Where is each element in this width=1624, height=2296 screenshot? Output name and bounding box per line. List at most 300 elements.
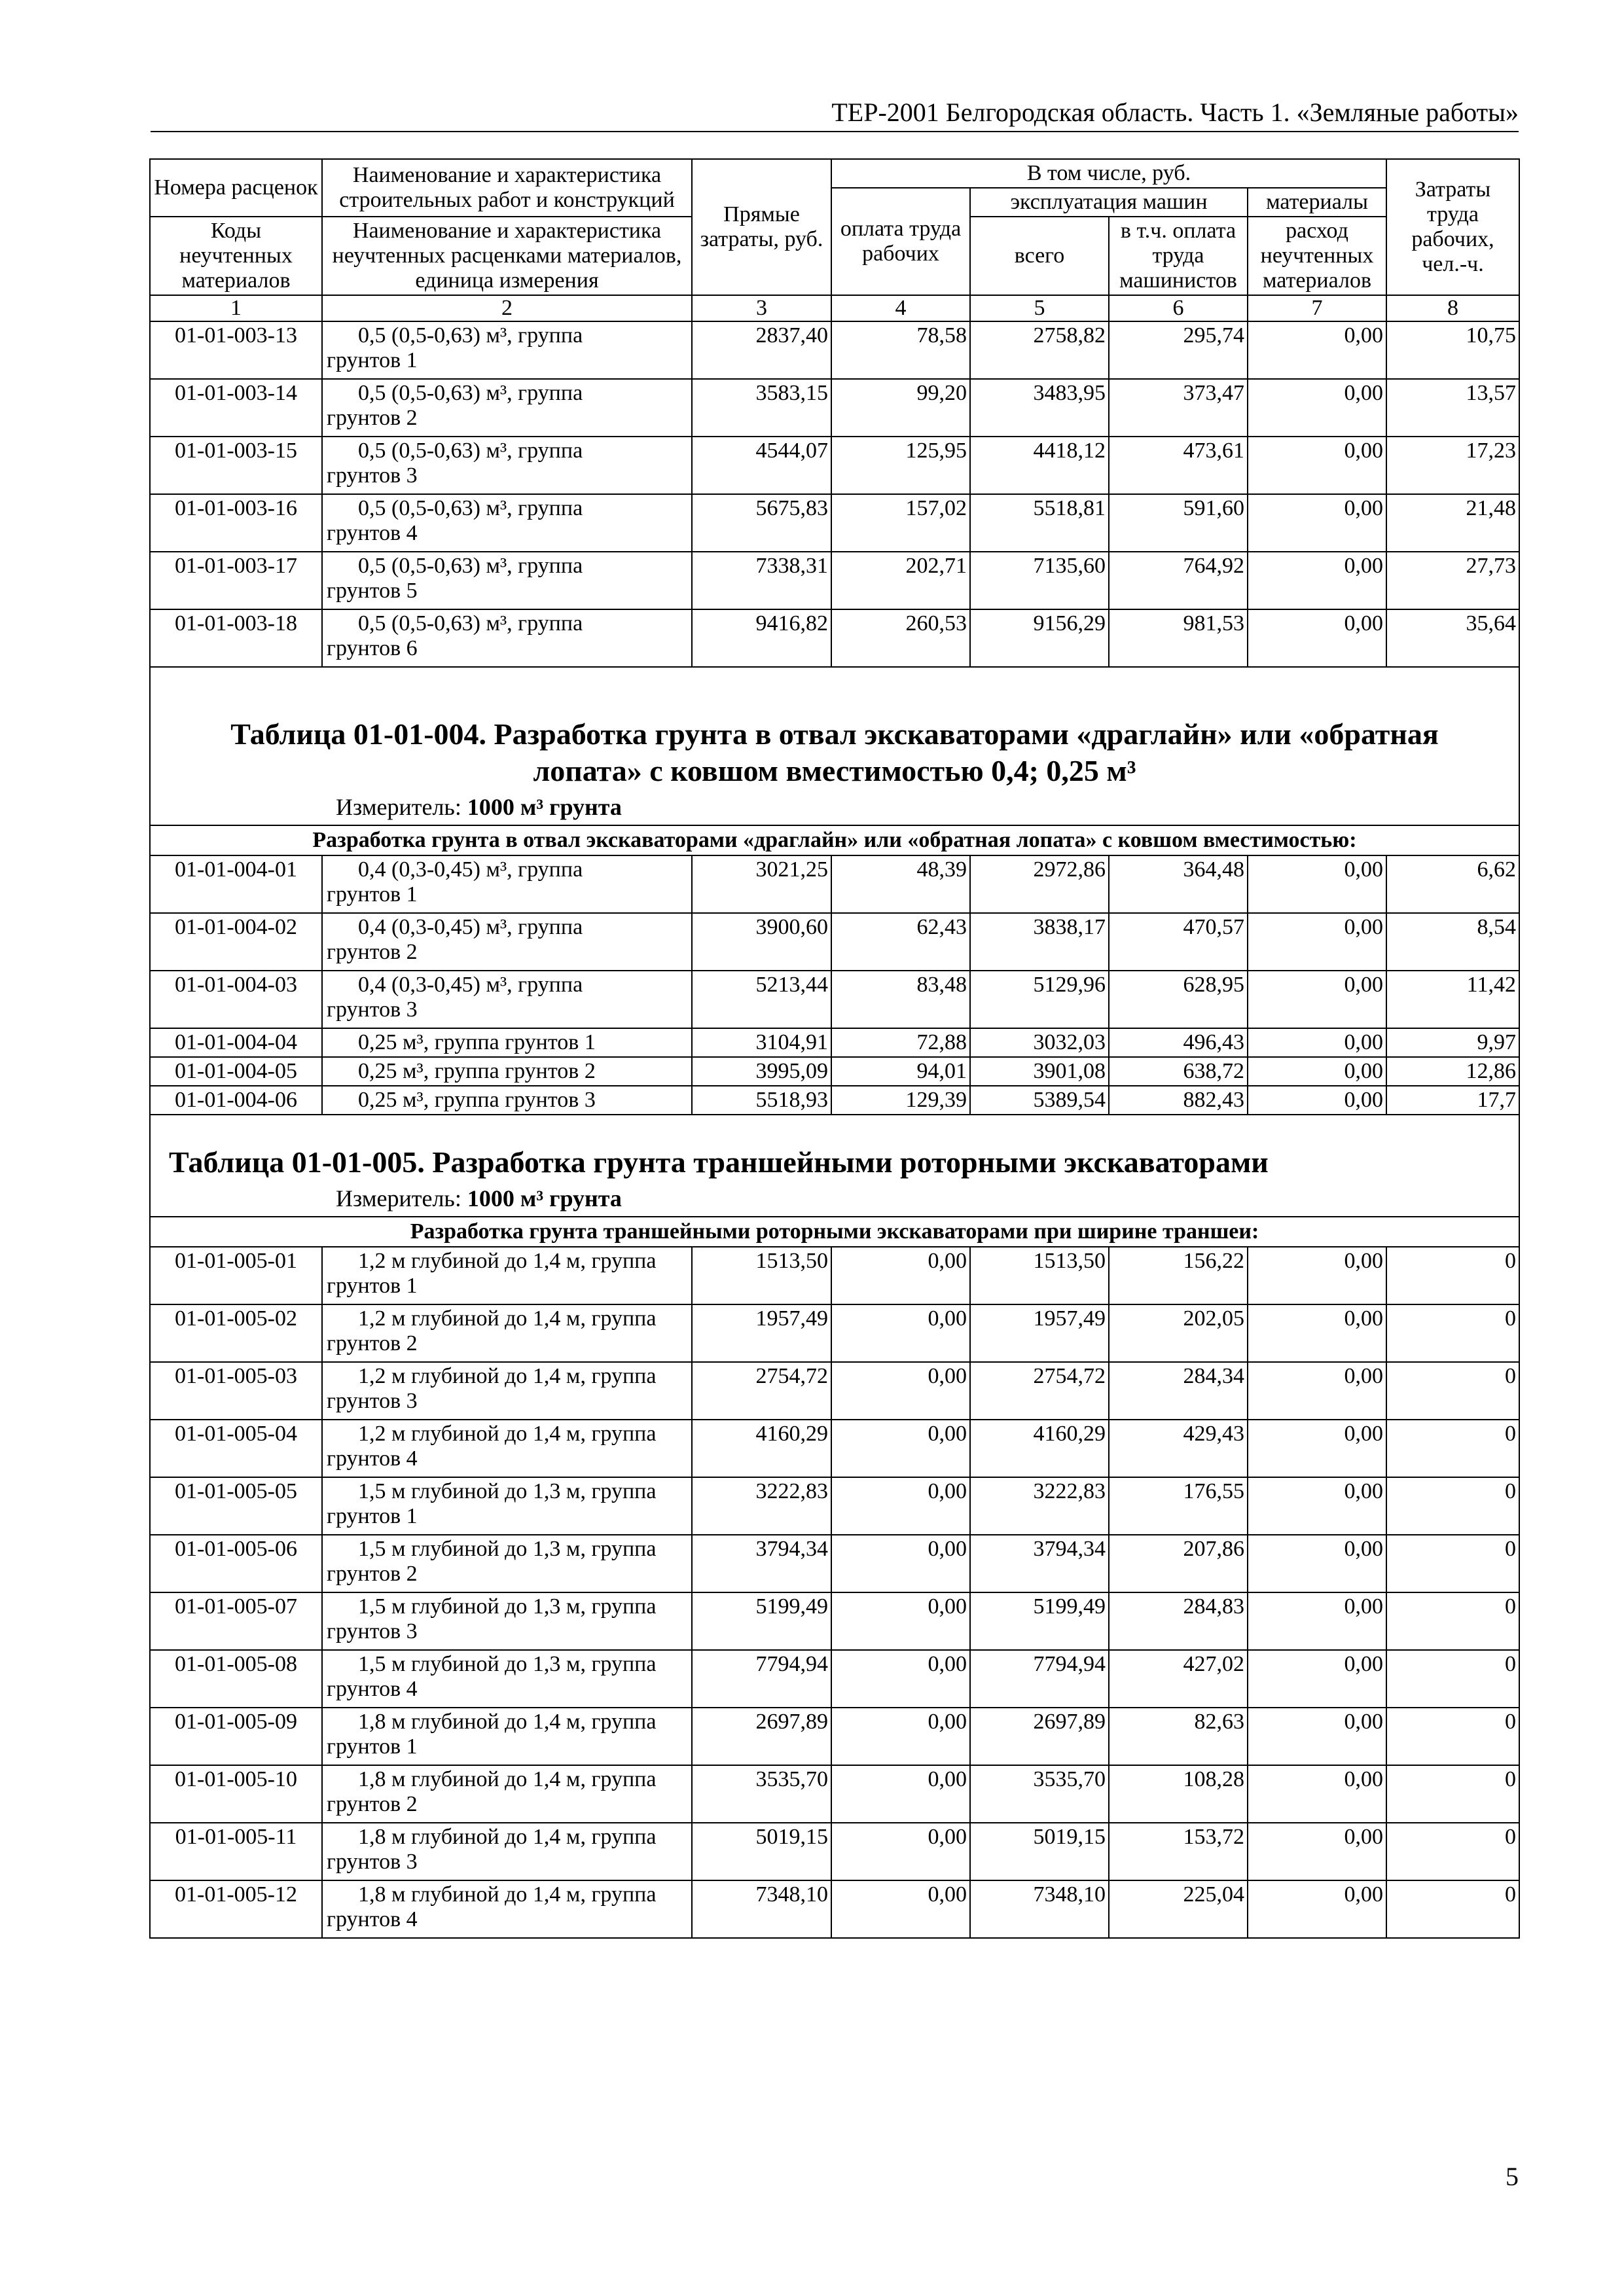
- section-004-title: [150, 716, 1519, 789]
- table-row: [150, 1765, 1519, 1823]
- machines-cost: 4160,29: [970, 1420, 1109, 1477]
- table-row: [150, 1535, 1519, 1592]
- direct-cost: 4544,07: [692, 437, 831, 494]
- table-row: [150, 609, 1519, 667]
- table-row: [150, 437, 1519, 494]
- rate-code: 01-01-005-07: [150, 1592, 322, 1650]
- rate-name-line1: 1,8 м глубиной до 1,4 м, группа: [358, 1710, 657, 1734]
- rate-name: [322, 494, 692, 552]
- operators-cost: 981,53: [1109, 609, 1248, 667]
- rate-code: 01-01-004-01: [150, 855, 322, 913]
- rate-code: 01-01-004-04: [150, 1028, 322, 1057]
- direct-cost: 5675,83: [692, 494, 831, 552]
- rate-name-line1: 0,5 (0,5-0,63) м³, группа: [358, 611, 583, 636]
- table-row: [150, 1247, 1519, 1304]
- materials-cost: 0,00: [1248, 552, 1386, 609]
- machines-cost: 2697,89: [970, 1708, 1109, 1765]
- rate-code: 01-01-005-01: [150, 1247, 322, 1304]
- labor-cost: 0,00: [831, 1247, 970, 1304]
- table-row: [150, 552, 1519, 609]
- operators-cost: 638,72: [1109, 1057, 1248, 1086]
- rate-name-line2: грунтов 1: [327, 1274, 418, 1298]
- rate-name-line1: 0,4 (0,3-0,45) м³, группа: [358, 857, 583, 882]
- labor-cost: 94,01: [831, 1057, 970, 1086]
- rate-name-line1: 1,5 м глубиной до 1,3 м, группа: [358, 1652, 657, 1676]
- machines-cost: 3222,83: [970, 1477, 1109, 1535]
- labor-cost: 0,00: [831, 1362, 970, 1420]
- operators-cost: 295,74: [1109, 321, 1248, 379]
- labor-cost: 0,00: [831, 1765, 970, 1823]
- direct-cost: 2697,89: [692, 1708, 831, 1765]
- operators-cost: 156,22: [1109, 1247, 1248, 1304]
- direct-cost: 3794,34: [692, 1535, 831, 1592]
- rate-code: 01-01-005-12: [150, 1880, 322, 1938]
- rate-name-line1: 1,2 м глубиной до 1,4 м, группа: [358, 1249, 657, 1273]
- machines-cost: 3032,03: [970, 1028, 1109, 1057]
- labor-hours: 10,75: [1386, 321, 1519, 379]
- rate-name-line1: 1,8 м глубиной до 1,4 м, группа: [358, 1825, 657, 1849]
- machines-cost: 3794,34: [970, 1535, 1109, 1592]
- labor-cost: 72,88: [831, 1028, 970, 1057]
- rate-name-line1: 0,4 (0,3-0,45) м³, группа: [358, 915, 583, 939]
- operators-cost: 364,48: [1109, 855, 1248, 913]
- labor-hours: 0: [1386, 1708, 1519, 1765]
- rate-name-line2: грунтов 2: [327, 1562, 418, 1586]
- section-005-meter: [150, 1181, 1519, 1217]
- rate-name: [322, 1823, 692, 1880]
- spacer: [150, 667, 1519, 716]
- section-004-rows: [150, 855, 1519, 1115]
- col8-header: Затраты труда рабочих, чел.-ч.: [1386, 159, 1519, 295]
- labor-cost: 0,00: [831, 1880, 970, 1938]
- operators-cost: 470,57: [1109, 913, 1248, 971]
- col5-header: всего: [970, 217, 1109, 295]
- rate-name: [322, 1592, 692, 1650]
- rate-name-line2: грунтов 3: [327, 1389, 418, 1413]
- col6-header: в т.ч. оплата труда машинистов: [1109, 217, 1248, 295]
- rate-code: 01-01-005-10: [150, 1765, 322, 1823]
- column-number: 1: [150, 295, 322, 321]
- rate-name-line1: 1,2 м глубиной до 1,4 м, группа: [358, 1306, 657, 1331]
- machines-cost: 5199,49: [970, 1592, 1109, 1650]
- labor-hours: 0: [1386, 1304, 1519, 1362]
- labor-cost: 99,20: [831, 379, 970, 437]
- rate-code: 01-01-003-13: [150, 321, 322, 379]
- section-005-subheading: Разработка грунта траншейными роторными экскаваторами при ширине траншеи:: [150, 1217, 1519, 1247]
- rate-name-line2: грунтов 2: [327, 406, 418, 430]
- rate-name-line2: грунтов 4: [327, 521, 418, 545]
- materials-cost: 0,00: [1248, 1765, 1386, 1823]
- rate-code: 01-01-005-05: [150, 1477, 322, 1535]
- labor-hours: 9,97: [1386, 1028, 1519, 1057]
- rate-code: 01-01-005-11: [150, 1823, 322, 1880]
- rate-name: [322, 1477, 692, 1535]
- materials-cost: 0,00: [1248, 379, 1386, 437]
- rate-code: 01-01-005-02: [150, 1304, 322, 1362]
- rate-code: 01-01-005-08: [150, 1650, 322, 1708]
- rate-name: [322, 1535, 692, 1592]
- rate-name-line2: грунтов 4: [327, 1677, 418, 1701]
- operators-cost: 284,34: [1109, 1362, 1248, 1420]
- group-header: В том числе, руб.: [831, 159, 1386, 188]
- labor-cost: 83,48: [831, 971, 970, 1028]
- labor-hours: 0: [1386, 1477, 1519, 1535]
- labor-hours: 0: [1386, 1650, 1519, 1708]
- rate-name-line1: 1,5 м глубиной до 1,3 м, группа: [358, 1594, 657, 1619]
- operators-cost: 591,60: [1109, 494, 1248, 552]
- column-numbers-row: [150, 295, 1519, 321]
- labor-cost: 157,02: [831, 494, 970, 552]
- materials-cost: 0,00: [1248, 609, 1386, 667]
- rate-name: [322, 1765, 692, 1823]
- labor-cost: 260,53: [831, 609, 970, 667]
- labor-cost: 0,00: [831, 1304, 970, 1362]
- direct-cost: 3222,83: [692, 1477, 831, 1535]
- rate-name-line1: 0,5 (0,5-0,63) м³, группа: [358, 323, 583, 348]
- rate-name-line2: грунтов 6: [327, 636, 418, 660]
- labor-hours: 0: [1386, 1247, 1519, 1304]
- materials-cost: 0,00: [1248, 494, 1386, 552]
- materials-cost: 0,00: [1248, 1477, 1386, 1535]
- materials-cost: 0,00: [1248, 1880, 1386, 1938]
- rate-name-line2: грунтов 2: [327, 1331, 418, 1355]
- machines-cost: 5019,15: [970, 1823, 1109, 1880]
- machines-cost: 7794,94: [970, 1650, 1109, 1708]
- machines-cost: 3535,70: [970, 1765, 1109, 1823]
- rate-name-line1: 0,5 (0,5-0,63) м³, группа: [358, 381, 583, 405]
- meter-label: Измеритель:: [336, 794, 461, 820]
- meter-value: 1000 м³ грунта: [467, 794, 622, 820]
- materials-cost: 0,00: [1248, 913, 1386, 971]
- rate-name: [322, 437, 692, 494]
- rate-name: [322, 379, 692, 437]
- labor-hours: 21,48: [1386, 494, 1519, 552]
- machines-cost: 3838,17: [970, 913, 1109, 971]
- rate-name: [322, 913, 692, 971]
- direct-cost: 5199,49: [692, 1592, 831, 1650]
- direct-cost: 5019,15: [692, 1823, 831, 1880]
- operators-cost: 882,43: [1109, 1086, 1248, 1115]
- table-row: [150, 1477, 1519, 1535]
- labor-cost: 202,71: [831, 552, 970, 609]
- labor-cost: 125,95: [831, 437, 970, 494]
- rate-name-line2: грунтов 3: [327, 463, 418, 488]
- rate-name-line2: грунтов 1: [327, 882, 418, 906]
- table-row: [150, 1823, 1519, 1880]
- rate-code: 01-01-005-04: [150, 1420, 322, 1477]
- machines-cost: 7348,10: [970, 1880, 1109, 1938]
- rate-name-line2: грунтов 3: [327, 1619, 418, 1643]
- column-number: 8: [1386, 295, 1519, 321]
- table-header: [150, 159, 1519, 321]
- rate-name: [322, 1247, 692, 1304]
- table-row: [150, 1057, 1519, 1086]
- rate-name-line1: 0,4 (0,3-0,45) м³, группа: [358, 973, 583, 997]
- materials-cost: 0,00: [1248, 437, 1386, 494]
- section-004-title-line2: лопата» с ковшом вместимостью 0,4; 0,25 м³: [533, 754, 1136, 787]
- rate-name-line2: грунтов 4: [327, 1907, 418, 1931]
- table-row: [150, 913, 1519, 971]
- direct-cost: 2837,40: [692, 321, 831, 379]
- column-number: 7: [1248, 295, 1386, 321]
- machines-cost: 7135,60: [970, 552, 1109, 609]
- rate-name-line1: 1,5 м глубиной до 1,3 м, группа: [358, 1537, 657, 1561]
- labor-hours: 17,7: [1386, 1086, 1519, 1115]
- rate-code: 01-01-004-06: [150, 1086, 322, 1115]
- labor-hours: 0: [1386, 1823, 1519, 1880]
- operators-cost: 473,61: [1109, 437, 1248, 494]
- spacer: [150, 1115, 1519, 1144]
- labor-hours: 27,73: [1386, 552, 1519, 609]
- rate-name: [322, 1028, 692, 1057]
- section-005-rows: [150, 1247, 1519, 1938]
- labor-cost: 0,00: [831, 1708, 970, 1765]
- materials-cost: 0,00: [1248, 1057, 1386, 1086]
- page-header: ТЕР-2001 Белгородская область. Часть 1. «Земляные работы»: [831, 98, 1519, 127]
- direct-cost: 3021,25: [692, 855, 831, 913]
- materials-cost: 0,00: [1248, 1362, 1386, 1420]
- materials-cost: 0,00: [1248, 1086, 1386, 1115]
- direct-cost: 9416,82: [692, 609, 831, 667]
- rate-name-line1: 1,8 м глубиной до 1,4 м, группа: [358, 1882, 657, 1907]
- materials-cost: 0,00: [1248, 1028, 1386, 1057]
- direct-cost: 4160,29: [692, 1420, 831, 1477]
- labor-hours: 11,42: [1386, 971, 1519, 1028]
- table-row: [150, 971, 1519, 1028]
- operators-cost: 373,47: [1109, 379, 1248, 437]
- section-004-subheading: Разработка грунта в отвал экскаваторами «драглайн» или «обратная лопата» с ковшом вместимостью:: [150, 825, 1519, 855]
- labor-cost: 0,00: [831, 1592, 970, 1650]
- materials-cost: 0,00: [1248, 1592, 1386, 1650]
- machines-header: эксплуатация машин: [970, 188, 1248, 217]
- labor-hours: 6,62: [1386, 855, 1519, 913]
- rate-name: [322, 1420, 692, 1477]
- rate-name-line1: 1,8 м глубиной до 1,4 м, группа: [358, 1767, 657, 1791]
- labor-cost: 129,39: [831, 1086, 970, 1115]
- operators-cost: 202,05: [1109, 1304, 1248, 1362]
- rate-code: 01-01-004-05: [150, 1057, 322, 1086]
- col3-header: Прямые затраты, руб.: [692, 159, 831, 295]
- machines-cost: 5129,96: [970, 971, 1109, 1028]
- labor-cost: 0,00: [831, 1535, 970, 1592]
- direct-cost: 7338,31: [692, 552, 831, 609]
- materials-cost: 0,00: [1248, 321, 1386, 379]
- rate-code: 01-01-004-02: [150, 913, 322, 971]
- machines-cost: 1957,49: [970, 1304, 1109, 1362]
- rate-name-line2: грунтов 3: [327, 1850, 418, 1874]
- table-row: [150, 1650, 1519, 1708]
- rate-name: [322, 1086, 692, 1115]
- column-number: 2: [322, 295, 692, 321]
- rate-name-line1: 0,25 м³, группа грунтов 1: [358, 1030, 596, 1054]
- materials-cost: 0,00: [1248, 1823, 1386, 1880]
- column-number: 6: [1109, 295, 1248, 321]
- meter-label: Измеритель:: [336, 1185, 461, 1211]
- page-number: 5: [1506, 2162, 1519, 2191]
- operators-cost: 764,92: [1109, 552, 1248, 609]
- direct-cost: 5213,44: [692, 971, 831, 1028]
- materials-cost: 0,00: [1248, 971, 1386, 1028]
- col4-header: оплата труда рабочих: [831, 188, 970, 295]
- section-004-meter: [150, 789, 1519, 825]
- operators-cost: 225,04: [1109, 1880, 1248, 1938]
- operators-cost: 427,02: [1109, 1650, 1248, 1708]
- table-row: [150, 379, 1519, 437]
- materials-header: материалы: [1248, 188, 1386, 217]
- rate-name-line1: 1,2 м глубиной до 1,4 м, группа: [358, 1364, 657, 1388]
- rate-name-line1: 0,25 м³, группа грунтов 2: [358, 1059, 596, 1083]
- rate-name-line2: грунтов 1: [327, 1504, 418, 1528]
- section-003-rows: [150, 321, 1519, 667]
- rate-name-line1: 0,5 (0,5-0,63) м³, группа: [358, 496, 583, 520]
- rate-name-line2: грунтов 3: [327, 997, 418, 1022]
- rate-code: 01-01-005-09: [150, 1708, 322, 1765]
- table-row: [150, 1304, 1519, 1362]
- labor-cost: 78,58: [831, 321, 970, 379]
- table-row: [150, 1028, 1519, 1057]
- materials-cost: 0,00: [1248, 1304, 1386, 1362]
- col2-bottom-header: Наименование и характеристика неучтенных расценками материалов, единица измерения: [322, 217, 692, 295]
- labor-hours: 0: [1386, 1420, 1519, 1477]
- table-row: [150, 494, 1519, 552]
- rates-table: [149, 158, 1520, 1939]
- rate-code: 01-01-003-17: [150, 552, 322, 609]
- rate-name: [322, 1650, 692, 1708]
- rate-name-line2: грунтов 4: [327, 1446, 418, 1471]
- table-row: [150, 1086, 1519, 1115]
- rate-name: [322, 321, 692, 379]
- rate-code: 01-01-005-06: [150, 1535, 322, 1592]
- machines-cost: 2754,72: [970, 1362, 1109, 1420]
- rate-name-line1: 0,5 (0,5-0,63) м³, группа: [358, 439, 583, 463]
- direct-cost: 3104,91: [692, 1028, 831, 1057]
- rate-code: 01-01-003-16: [150, 494, 322, 552]
- direct-cost: 2754,72: [692, 1362, 831, 1420]
- rate-name: [322, 1708, 692, 1765]
- machines-cost: 5389,54: [970, 1086, 1109, 1115]
- rate-name-line1: 0,5 (0,5-0,63) м³, группа: [358, 554, 583, 578]
- materials-cost: 0,00: [1248, 1247, 1386, 1304]
- labor-hours: 0: [1386, 1535, 1519, 1592]
- col2-top-header: Наименование и характеристика строительных работ и конструкций: [322, 159, 692, 217]
- labor-cost: 0,00: [831, 1420, 970, 1477]
- col1-top-header: Номера расценок: [150, 159, 322, 217]
- machines-cost: 3483,95: [970, 379, 1109, 437]
- section-005-heading: [150, 1115, 1519, 1247]
- materials-cost: 0,00: [1248, 1420, 1386, 1477]
- labor-cost: 48,39: [831, 855, 970, 913]
- labor-hours: 0: [1386, 1592, 1519, 1650]
- materials-cost: 0,00: [1248, 1708, 1386, 1765]
- labor-hours: 0: [1386, 1765, 1519, 1823]
- machines-cost: 4418,12: [970, 437, 1109, 494]
- column-number: 5: [970, 295, 1109, 321]
- labor-cost: 0,00: [831, 1823, 970, 1880]
- table-row: [150, 321, 1519, 379]
- operators-cost: 108,28: [1109, 1765, 1248, 1823]
- labor-hours: 0: [1386, 1880, 1519, 1938]
- rate-name: [322, 1057, 692, 1086]
- rate-name: [322, 1362, 692, 1420]
- rate-name: [322, 1304, 692, 1362]
- column-number: 4: [831, 295, 970, 321]
- table-row: [150, 1708, 1519, 1765]
- machines-cost: 2758,82: [970, 321, 1109, 379]
- direct-cost: 1957,49: [692, 1304, 831, 1362]
- labor-hours: 17,23: [1386, 437, 1519, 494]
- rate-name-line1: 1,5 м глубиной до 1,3 м, группа: [358, 1479, 657, 1503]
- rate-name-line2: грунтов 2: [327, 940, 418, 964]
- machines-cost: 3901,08: [970, 1057, 1109, 1086]
- col1-bottom-header: Коды неучтенных материалов: [150, 217, 322, 295]
- rate-name: [322, 1880, 692, 1938]
- rate-name: [322, 971, 692, 1028]
- operators-cost: 176,55: [1109, 1477, 1248, 1535]
- header-rule: [151, 131, 1519, 132]
- section-005-title: [150, 1144, 1519, 1181]
- machines-cost: 1513,50: [970, 1247, 1109, 1304]
- direct-cost: 3900,60: [692, 913, 831, 971]
- rate-code: 01-01-005-03: [150, 1362, 322, 1420]
- labor-cost: 0,00: [831, 1650, 970, 1708]
- direct-cost: 7794,94: [692, 1650, 831, 1708]
- operators-cost: 628,95: [1109, 971, 1248, 1028]
- direct-cost: 3535,70: [692, 1765, 831, 1823]
- operators-cost: 82,63: [1109, 1708, 1248, 1765]
- direct-cost: 1513,50: [692, 1247, 831, 1304]
- rate-code: 01-01-003-18: [150, 609, 322, 667]
- operators-cost: 429,43: [1109, 1420, 1248, 1477]
- materials-cost: 0,00: [1248, 855, 1386, 913]
- rate-name: [322, 609, 692, 667]
- table-row: [150, 855, 1519, 913]
- labor-hours: 13,57: [1386, 379, 1519, 437]
- machines-cost: 9156,29: [970, 609, 1109, 667]
- rate-name-line2: грунтов 1: [327, 1734, 418, 1759]
- rate-name-line2: грунтов 5: [327, 579, 418, 603]
- rate-name-line2: грунтов 2: [327, 1792, 418, 1816]
- rate-code: 01-01-003-14: [150, 379, 322, 437]
- direct-cost: 3583,15: [692, 379, 831, 437]
- section-004-title-line1: Таблица 01-01-004. Разработка грунта в отвал экскаваторами «драглайн» или «обратная: [230, 717, 1439, 751]
- table-row: [150, 1362, 1519, 1420]
- operators-cost: 284,83: [1109, 1592, 1248, 1650]
- machines-cost: 5518,81: [970, 494, 1109, 552]
- machines-cost: 2972,86: [970, 855, 1109, 913]
- rate-name-line1: 1,2 м глубиной до 1,4 м, группа: [358, 1422, 657, 1446]
- direct-cost: 5518,93: [692, 1086, 831, 1115]
- rate-name: [322, 552, 692, 609]
- table-row: [150, 1420, 1519, 1477]
- operators-cost: 153,72: [1109, 1823, 1248, 1880]
- rate-name: [322, 855, 692, 913]
- table-row: [150, 1880, 1519, 1938]
- direct-cost: 7348,10: [692, 1880, 831, 1938]
- materials-cost: 0,00: [1248, 1535, 1386, 1592]
- labor-hours: 12,86: [1386, 1057, 1519, 1086]
- meter-value: 1000 м³ грунта: [467, 1185, 622, 1211]
- labor-cost: 0,00: [831, 1477, 970, 1535]
- operators-cost: 496,43: [1109, 1028, 1248, 1057]
- rate-name-line2: грунтов 1: [327, 348, 418, 372]
- rate-code: 01-01-004-03: [150, 971, 322, 1028]
- direct-cost: 3995,09: [692, 1057, 831, 1086]
- rate-code: 01-01-003-15: [150, 437, 322, 494]
- column-number: 3: [692, 295, 831, 321]
- labor-hours: 0: [1386, 1362, 1519, 1420]
- section-005-title-line1: Таблица 01-01-005. Разработка грунта траншейными роторными экскаваторами: [169, 1145, 1269, 1179]
- table-row: [150, 1592, 1519, 1650]
